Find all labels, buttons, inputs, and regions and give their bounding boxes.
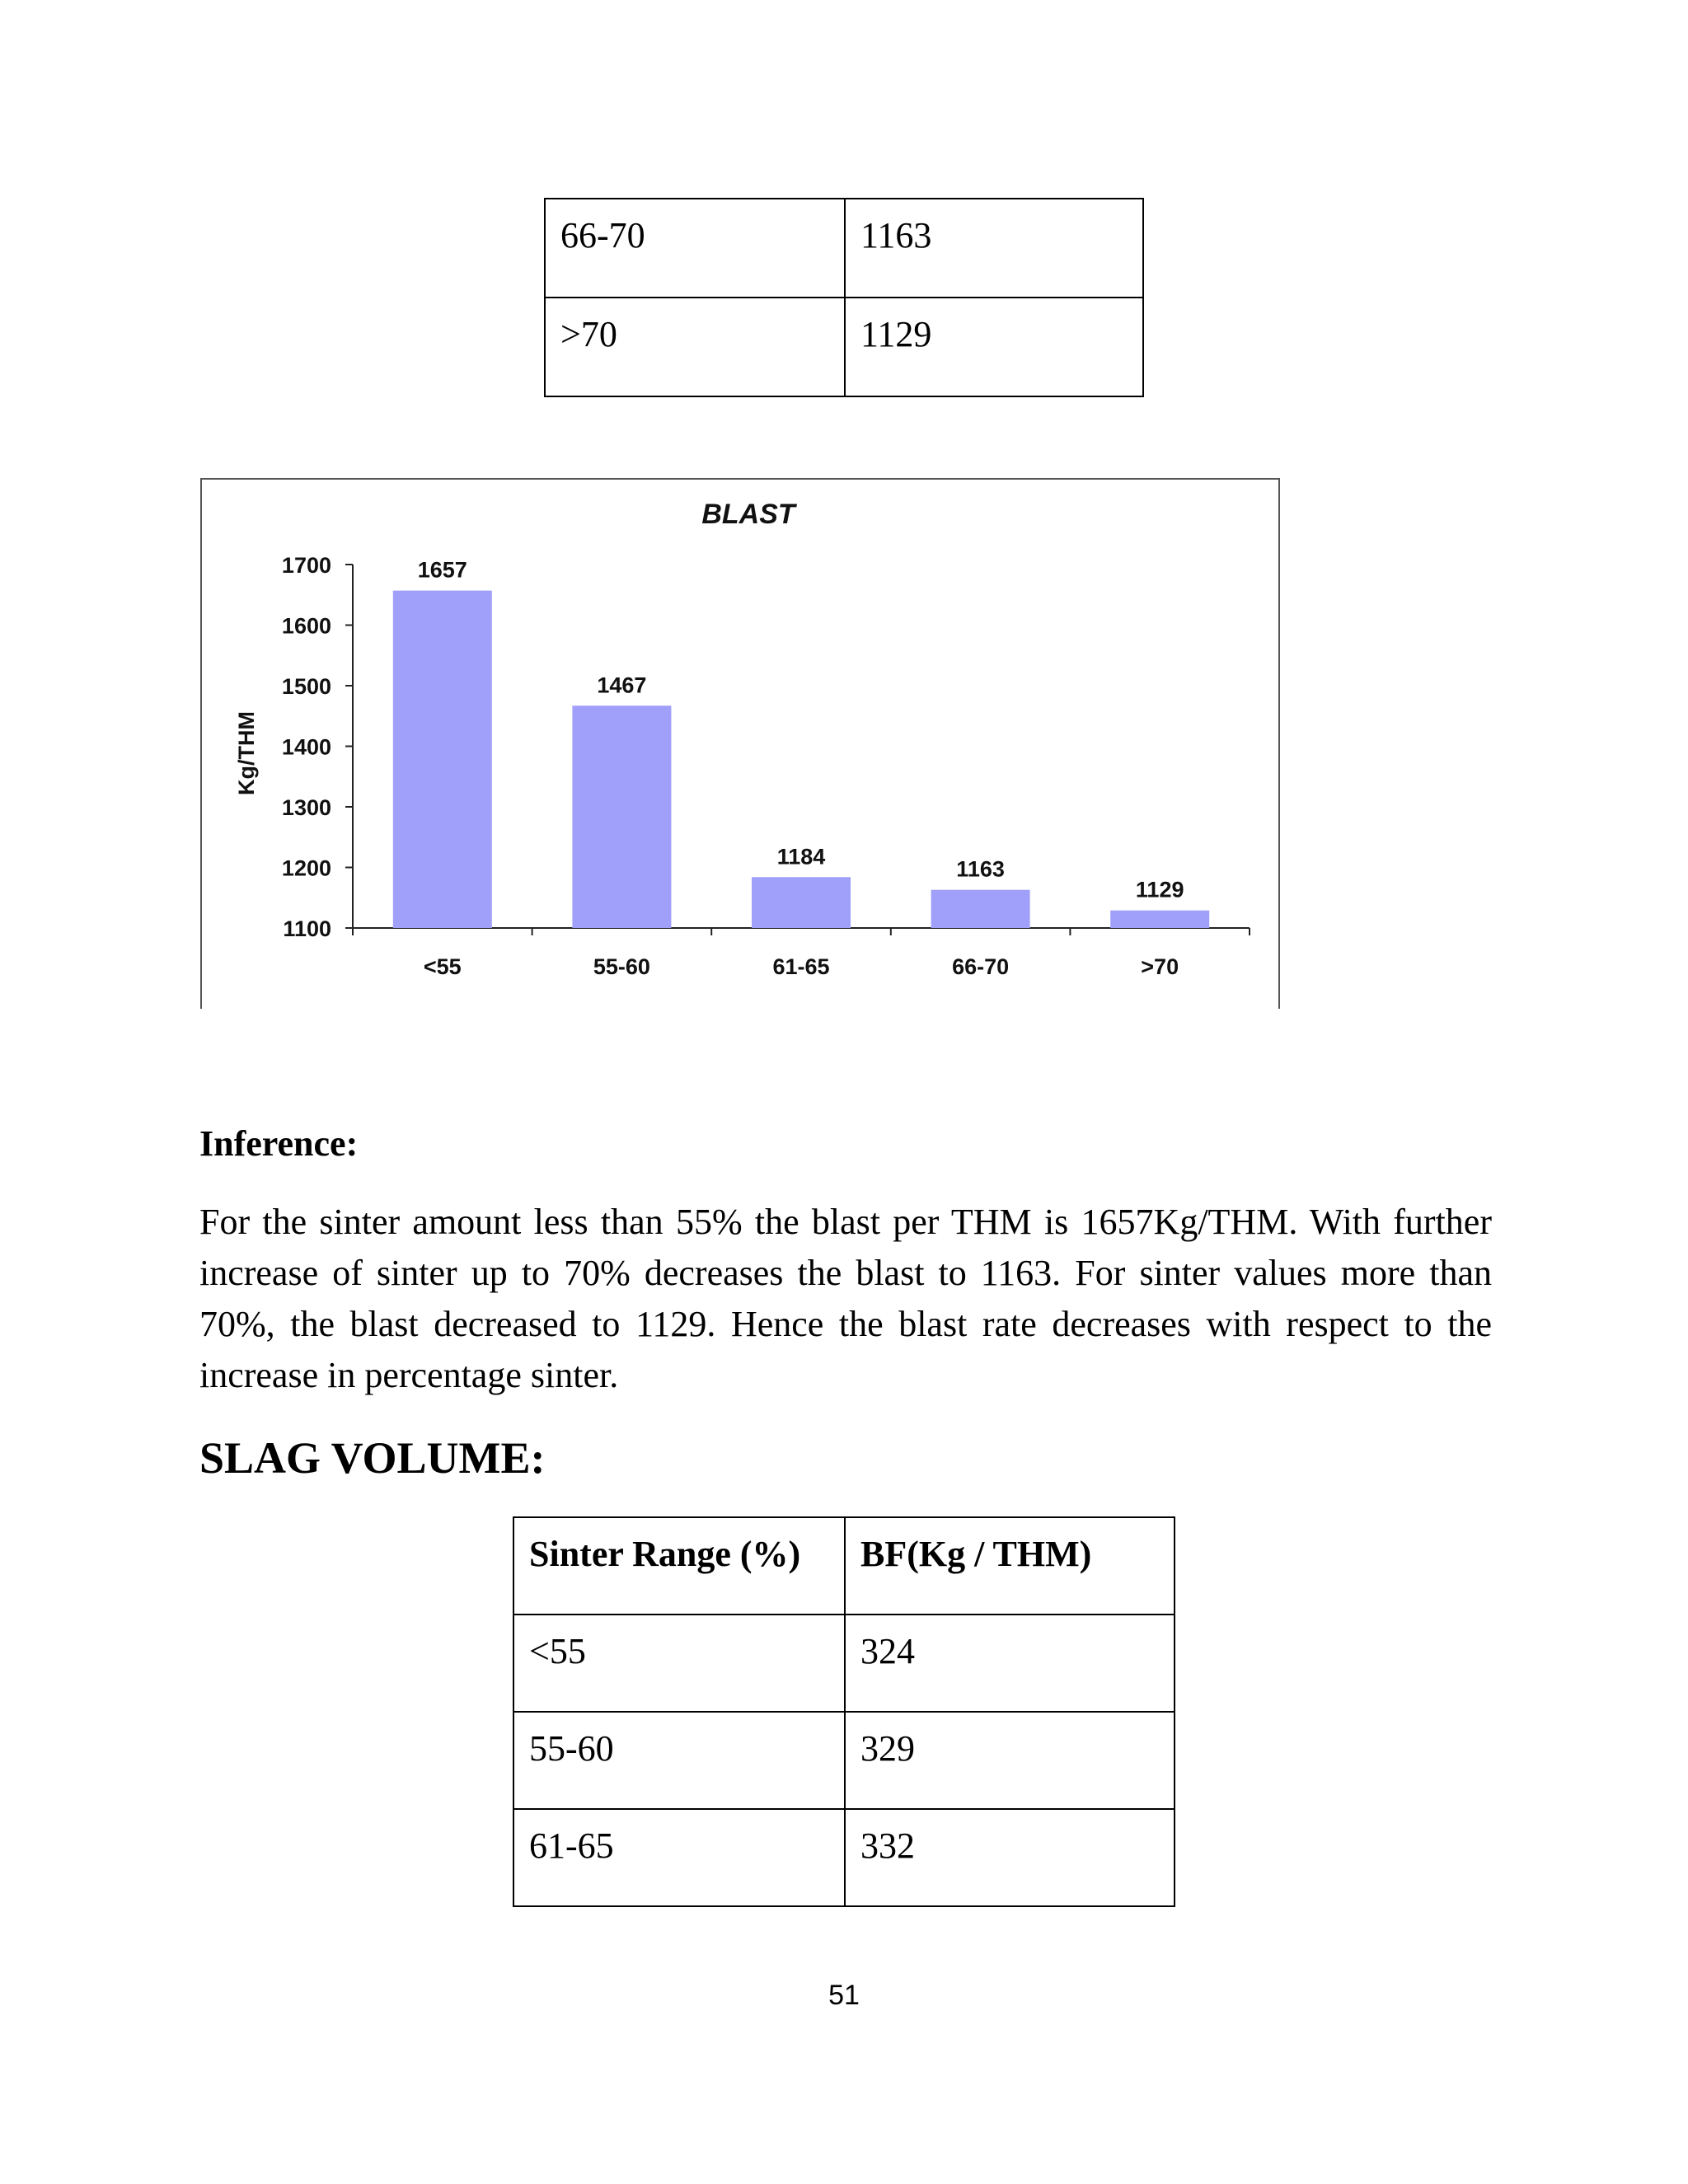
- chart-title: BLAST: [701, 499, 795, 530]
- y-tick-label: 1100: [283, 916, 331, 941]
- column-header-bf: BF(Kg / THM): [845, 1517, 1175, 1615]
- slag-volume-heading: SLAG VOLUME:: [199, 1433, 546, 1483]
- inference-paragraph: For the sinter amount less than 55% the blast per THM is 1657Kg/THM. With further increase of sinter up to 70% decreases the blast to 1163. For sinter values more than 70%, the blast decreased to 1129. Hence the blast rate decreases with respect to the increase in percentage sinter.: [199, 1202, 1492, 1395]
- bar-data-label: 1657: [417, 557, 467, 583]
- sinter-blast-table-continued: [544, 198, 1144, 397]
- page-number: 51: [828, 1980, 860, 2011]
- table-cell: 332: [845, 1809, 1175, 1906]
- table-cell: 324: [845, 1615, 1175, 1712]
- bar-data-label: 1129: [1135, 877, 1184, 902]
- blast-chart: [200, 478, 1280, 1009]
- y-axis-label: Kg/THM: [234, 711, 259, 795]
- table-cell: 61-65: [513, 1809, 845, 1906]
- table-cell: 329: [845, 1712, 1175, 1809]
- x-tick-label: 66-70: [952, 954, 1010, 979]
- x-tick-label: 61-65: [772, 954, 830, 979]
- table-cell: 1129: [845, 298, 1143, 396]
- table-row: [513, 1615, 1175, 1712]
- table-header-row: [513, 1517, 1175, 1615]
- table-cell: >70: [545, 298, 845, 396]
- bar-data-label: 1163: [956, 856, 1005, 882]
- y-tick-label: 1700: [281, 553, 331, 578]
- slag-volume-table: [513, 1516, 1175, 1907]
- table-cell: 1163: [845, 199, 1143, 298]
- bar: [393, 591, 492, 928]
- bar: [931, 890, 1030, 928]
- x-tick-label: <55: [423, 954, 462, 979]
- inference-heading: Inference:: [199, 1123, 359, 1164]
- bar: [752, 877, 851, 928]
- bar: [1110, 911, 1209, 928]
- y-tick-label: 1500: [281, 674, 331, 699]
- table-row: [513, 1809, 1175, 1906]
- y-tick-label: 1600: [281, 613, 331, 639]
- table-cell: 66-70: [545, 199, 845, 298]
- x-tick-label: >70: [1141, 954, 1179, 979]
- blast-chart-svg: [202, 480, 1282, 1010]
- table-row: [545, 199, 1143, 298]
- table-cell: 55-60: [513, 1712, 845, 1809]
- bar: [572, 705, 671, 928]
- y-tick-label: 1200: [281, 855, 331, 881]
- table-cell: <55: [513, 1615, 845, 1712]
- column-header-sinter-range: Sinter Range (%): [513, 1517, 845, 1615]
- y-tick-label: 1300: [281, 795, 331, 820]
- x-tick-label: 55-60: [593, 954, 650, 979]
- bar-data-label: 1184: [776, 844, 826, 869]
- bar-data-label: 1467: [597, 673, 647, 698]
- table-row: [545, 298, 1143, 396]
- table-row: [513, 1712, 1175, 1809]
- y-tick-label: 1400: [281, 734, 331, 760]
